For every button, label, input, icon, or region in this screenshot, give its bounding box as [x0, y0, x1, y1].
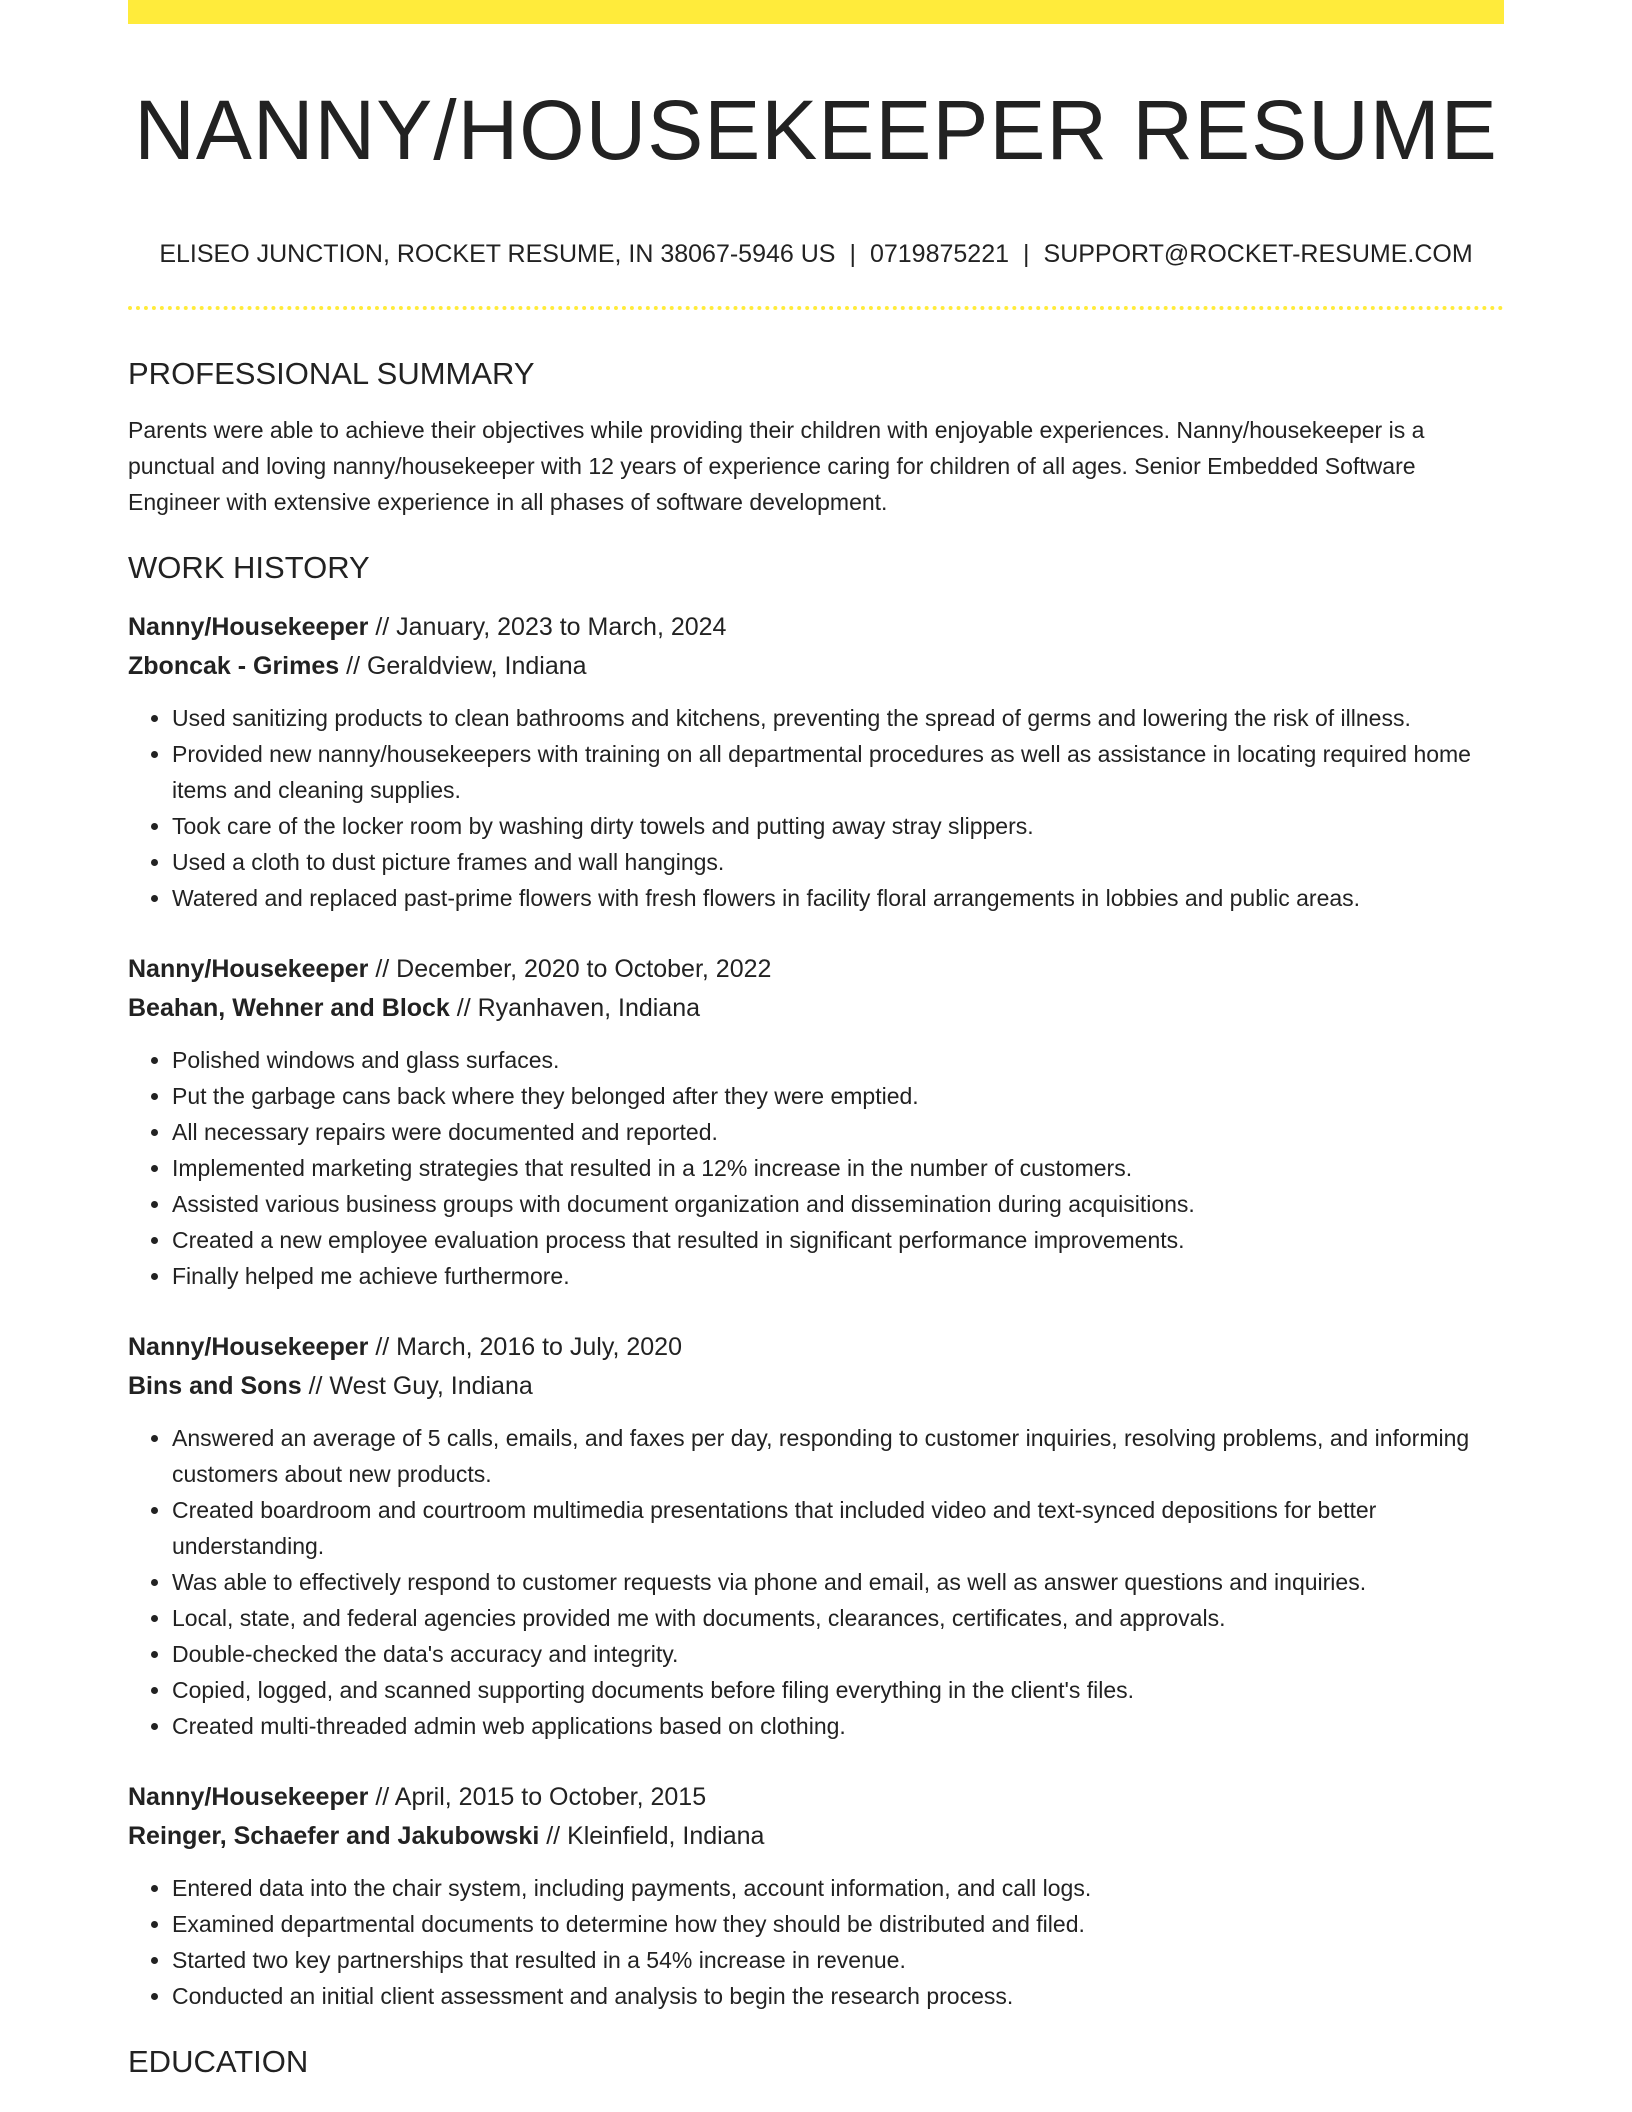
job-bullet: • Created multi-threaded admin web applications based on clothing.: [172, 1708, 1504, 1744]
job-bullet: • Started two key partnerships that resulted in a 54% increase in revenue.: [172, 1942, 1504, 1978]
contact-separator: |: [849, 240, 856, 268]
contact-email: SUPPORT@ROCKET-RESUME.COM: [1043, 240, 1473, 268]
summary-text: Parents were able to achieve their objectives while providing their children with enjoyable experiences. Nanny/housekeeper is a punctual and loving nanny/housekeeper with 12 years of experience caring for children of all ages. Senior Embedded Software Engineer with extensive experience in all phases of software development.: [128, 417, 1425, 515]
work-history-heading: WORK HISTORY: [128, 550, 370, 585]
job-bullet-list: [128, 700, 1504, 916]
job-location: // Geraldview, Indiana: [339, 652, 587, 680]
job-employer-line: [128, 1367, 1504, 1406]
accent-top-bar: [128, 0, 1504, 24]
job-bullet: • Created a new employee evaluation process that resulted in significant performance improvements.: [172, 1222, 1504, 1258]
job-bullet: • Implemented marketing strategies that resulted in a 12% increase in the number of customers.: [172, 1150, 1504, 1186]
job-bullet: • Examined departmental documents to determine how they should be distributed and filed.: [172, 1906, 1504, 1942]
job-bullet-list: [128, 1042, 1504, 1294]
job-bullet: • Put the garbage cans back where they belonged after they were emptied.: [172, 1078, 1504, 1114]
job-bullet: • Assisted various business groups with document organization and dissemination during acquisitions.: [172, 1186, 1504, 1222]
job-bullet-list: [128, 1420, 1504, 1744]
job-employer: Reinger, Schaefer and Jakubowski: [128, 1822, 540, 1850]
job-entry: [128, 950, 1504, 1294]
job-role: Nanny/Housekeeper: [128, 1783, 369, 1811]
job-role-line: [128, 1328, 1504, 1367]
job-bullet: • Was able to effectively respond to customer requests via phone and email, as well as answer questions and inquiries.: [172, 1564, 1504, 1600]
job-role-line: [128, 950, 1504, 989]
summary-heading: PROFESSIONAL SUMMARY: [128, 356, 535, 391]
job-employer: Bins and Sons: [128, 1372, 302, 1400]
job-bullet: • Used a cloth to dust picture frames and wall hangings.: [172, 844, 1504, 880]
job-role-line: [128, 608, 1504, 647]
job-employer: Zboncak - Grimes: [128, 652, 340, 680]
job-entry: [128, 1328, 1504, 1744]
resume-title: NANNY/HOUSEKEEPER RESUME: [134, 83, 1498, 177]
job-bullet: • Double-checked the data's accuracy and integrity.: [172, 1636, 1504, 1672]
job-bullet: • Took care of the locker room by washing dirty towels and putting away stray slippers.: [172, 808, 1504, 844]
job-employer: Beahan, Wehner and Block: [128, 994, 450, 1022]
contact-line: [128, 236, 1504, 272]
job-location: // Kleinfield, Indiana: [539, 1822, 765, 1850]
job-role: Nanny/Housekeeper: [128, 613, 369, 641]
job-bullet: • Conducted an initial client assessment and analysis to begin the research process.: [172, 1978, 1504, 2014]
job-role: Nanny/Housekeeper: [128, 955, 369, 983]
job-employer-line: [128, 989, 1504, 1028]
job-bullet: • Provided new nanny/housekeepers with training on all departmental procedures as well as assistance in locating required home items and cleaning supplies.: [172, 736, 1504, 808]
contact-address: ELISEO JUNCTION, ROCKET RESUME, IN 38067-5946 US: [159, 240, 836, 268]
contact-phone: 0719875221: [869, 240, 1010, 268]
job-dates: // December, 2020 to October, 2022: [368, 955, 772, 983]
job-dates: // January, 2023 to March, 2024: [368, 613, 727, 641]
job-bullet: • Used sanitizing products to clean bathrooms and kitchens, preventing the spread of germs and lowering the risk of illness.: [172, 700, 1504, 736]
education-heading: EDUCATION: [128, 2044, 309, 2079]
job-dates: // April, 2015 to October, 2015: [368, 1783, 707, 1811]
job-employer-line: [128, 647, 1504, 686]
job-entry: [128, 1778, 1504, 2014]
job-bullet: • Watered and replaced past-prime flowers with fresh flowers in facility floral arrangements in lobbies and public areas.: [172, 880, 1504, 916]
resume-content: [128, 352, 1504, 2084]
job-bullet: • All necessary repairs were documented and reported.: [172, 1114, 1504, 1150]
job-bullet-list: [128, 1870, 1504, 2014]
job-location: // West Guy, Indiana: [301, 1372, 533, 1400]
job-bullet: • Answered an average of 5 calls, emails, and faxes per day, responding to customer inquiries, resolving problems, and informing customers about new products.: [172, 1420, 1504, 1492]
job-role: Nanny/Housekeeper: [128, 1333, 369, 1361]
job-employer-line: [128, 1817, 1504, 1856]
job-bullet: • Local, state, and federal agencies provided me with documents, clearances, certificates, and approvals.: [172, 1600, 1504, 1636]
job-bullet: • Finally helped me achieve furthermore.: [172, 1258, 1504, 1294]
job-bullet: • Copied, logged, and scanned supporting documents before filing everything in the client's files.: [172, 1672, 1504, 1708]
job-entry: [128, 608, 1504, 916]
job-bullet: • Polished windows and glass surfaces.: [172, 1042, 1504, 1078]
dotted-divider: [128, 306, 1504, 310]
job-role-line: [128, 1778, 1504, 1817]
job-bullet: • Created boardroom and courtroom multimedia presentations that included video and text-synced depositions for better understanding.: [172, 1492, 1504, 1564]
contact-separator: |: [1023, 240, 1030, 268]
job-dates: // March, 2016 to July, 2020: [368, 1333, 682, 1361]
job-location: // Ryanhaven, Indiana: [449, 994, 701, 1022]
job-bullet: • Entered data into the chair system, including payments, account information, and call logs.: [172, 1870, 1504, 1906]
